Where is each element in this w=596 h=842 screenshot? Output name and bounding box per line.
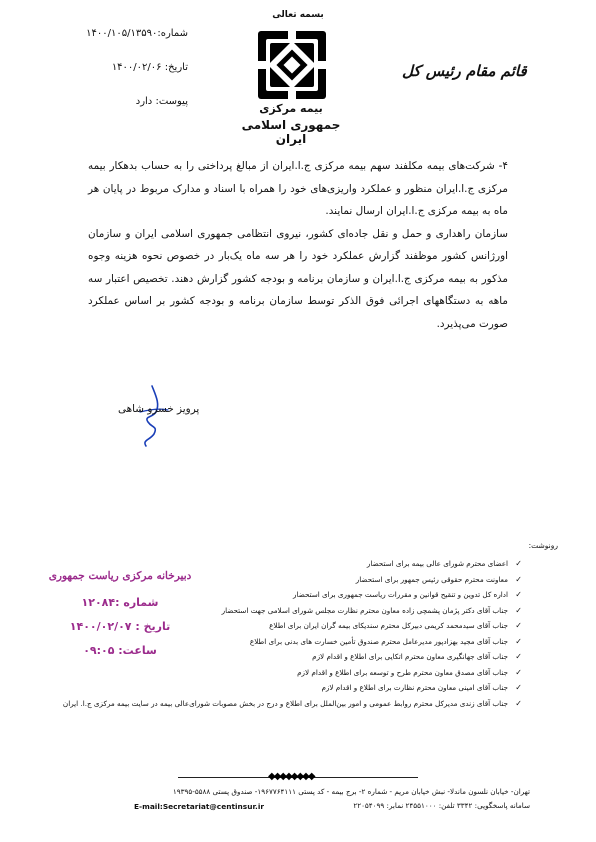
date-value: ۱۴۰۰/۰۲/۰۶ bbox=[111, 62, 162, 73]
handwritten-note: قائم مقام رئیس کل bbox=[402, 62, 527, 80]
check-icon: ✓ bbox=[515, 698, 522, 708]
check-icon: ✓ bbox=[515, 559, 522, 568]
cc-item-text: جناب آقای مصدق معاون محترم طرح و توسعه برای اطلاع و اقدام لازم bbox=[297, 667, 508, 677]
cc-item bbox=[52, 680, 522, 696]
cc-item-text: معاونت محترم حقوقی رئیس جمهور برای استحضار bbox=[355, 574, 508, 584]
stamp-title: دبیرخانه مرکزی ریاست جمهوری bbox=[48, 570, 192, 582]
letter-date bbox=[112, 62, 188, 73]
cc-item-text: اعضای محترم شورای عالی بیمه برای استحضار bbox=[366, 559, 508, 568]
check-icon: ✓ bbox=[515, 667, 522, 677]
body-paragraph: سازمان راهداری و حمل و نقل جاده‌ای کشور، نیروی انتظامی جمهوری اسلامی ایران و سازمان اورژانس کشور موظفند گزارش عملکرد خود را هر سه ماه یک‌بار در خصوص نحوه هزینه وجوه مذکور به بیمه مرکزی ج.ا.ایران و سازمان برنامه و بودجه کشور گزارش دهند. تخصیص اعتبار سه ماهه به دستگاههای اجرائی فوق الذکر توسط سازمان برنامه و بودجه کشور بر اساس عملکرد صورت می‌پذیرد. bbox=[88, 227, 508, 330]
number-value: ۱۴۰۰/۱۰۵/۱۳۵۹۰ bbox=[86, 28, 158, 39]
letter-attachment bbox=[136, 96, 188, 107]
cc-item-text: جناب آقای امینی معاون محترم نظارت برای اطلاع و اقدام لازم bbox=[321, 683, 508, 692]
letter-number bbox=[86, 28, 188, 39]
body-paragraph: ۴- شرکت‌های بیمه مکلفند سهم بیمه مرکزی ج.ا.ایران از مبالغ پرداختی را به حساب بدهکار بیمه مرکزی ج.ا.ایران منظور و عملکرد واریزی‌های خود را همراه با اسناد و مدارک مربوط در پایان هر ماه به بیمه مرکزی ج.ا.ایران ارسال نمایند. bbox=[88, 160, 508, 217]
central-insurance-logo bbox=[254, 27, 330, 103]
attachment-label: پیوست: bbox=[155, 96, 188, 107]
signer-name: پرویز خسرو شاهی bbox=[118, 403, 200, 415]
stamp-number: شماره :۱۲۰۸۴ bbox=[81, 596, 159, 609]
org-name-line2: جمهوری اسلامی ایران bbox=[241, 118, 341, 146]
footer-address: تهران- خیابان نلسون ماندلا- نبش خیابان مریم - شماره ۲- برج بیمه - کد پستی ۱۹۶۷۷۶۴۱۱۱- صندوق پستی ۵۵۸۸-۱۹۳۹۵ bbox=[172, 787, 530, 796]
letter-body bbox=[88, 155, 508, 335]
check-icon: ✓ bbox=[515, 621, 522, 630]
cc-item bbox=[52, 696, 522, 726]
check-icon: ✓ bbox=[515, 652, 522, 661]
check-icon: ✓ bbox=[515, 574, 522, 584]
attachment-value: دارد bbox=[135, 96, 153, 107]
cc-item-text: جناب آقای زندی مدیرکل محترم روابط عمومی و امور بین‌الملل برای اطلاع و درج در بخش مصوبات شورای‌عالی بیمه در سایت بیمه مرکزی ج.ا. ایران bbox=[62, 698, 508, 708]
check-icon: ✓ bbox=[515, 636, 522, 646]
signature-scribble bbox=[134, 382, 174, 454]
date-label: تاریخ: bbox=[164, 62, 188, 73]
cc-item-text: اداره کل تدوین و تنقیح قوانین و مقررات ریاست جمهوری برای استحضار bbox=[293, 590, 508, 599]
stamp-time: ساعت: ۰۹:۰۵ bbox=[83, 644, 157, 657]
cc-item-text: جناب آقای جهانگیری معاون محترم اتکایی برای اطلاع و اقدام لازم bbox=[312, 652, 508, 661]
diamond-ornament-icon: ◆◆◆◆◆◆◆◆ bbox=[268, 771, 314, 782]
footer-email: E-mail:Secretariat@centinsur.ir bbox=[134, 802, 265, 811]
secretariat-stamp bbox=[40, 570, 200, 657]
org-name-line1: بیمه مرکزی bbox=[259, 102, 323, 115]
check-icon: ✓ bbox=[515, 683, 522, 692]
cc-item-text: جناب آقای سیدمحمد کریمی دبیرکل محترم سندیکای بیمه گران ایران برای اطلاع bbox=[269, 621, 508, 630]
check-icon: ✓ bbox=[515, 590, 522, 599]
cc-item-text: جناب آقای دکتر پژمان پشمچی زاده معاون محترم نظارت مجلس شورای اسلامی جهت استحضار bbox=[221, 605, 508, 615]
cc-item bbox=[52, 665, 522, 681]
cc-title: رونوشت: bbox=[528, 541, 558, 550]
stamp-date: تاریخ : ۱۴۰۰/۰۲/۰۷ bbox=[69, 620, 171, 633]
check-icon: ✓ bbox=[515, 605, 522, 615]
bismillah-heading: بسمه تعالی bbox=[272, 10, 324, 20]
footer-phones: سامانه پاسخگویی: ۳۳۴۲ تلفن: ۲۴۵۵۱۰۰۰ نمابر: ۲۲۰۵۴۰۹۹ bbox=[353, 801, 530, 810]
cc-item-text: جناب آقای مجید بهزادپور مدیرعامل محترم صندوق تأمین خسارت های بدنی برای اطلاع bbox=[249, 636, 508, 646]
number-label: شماره: bbox=[157, 28, 188, 39]
